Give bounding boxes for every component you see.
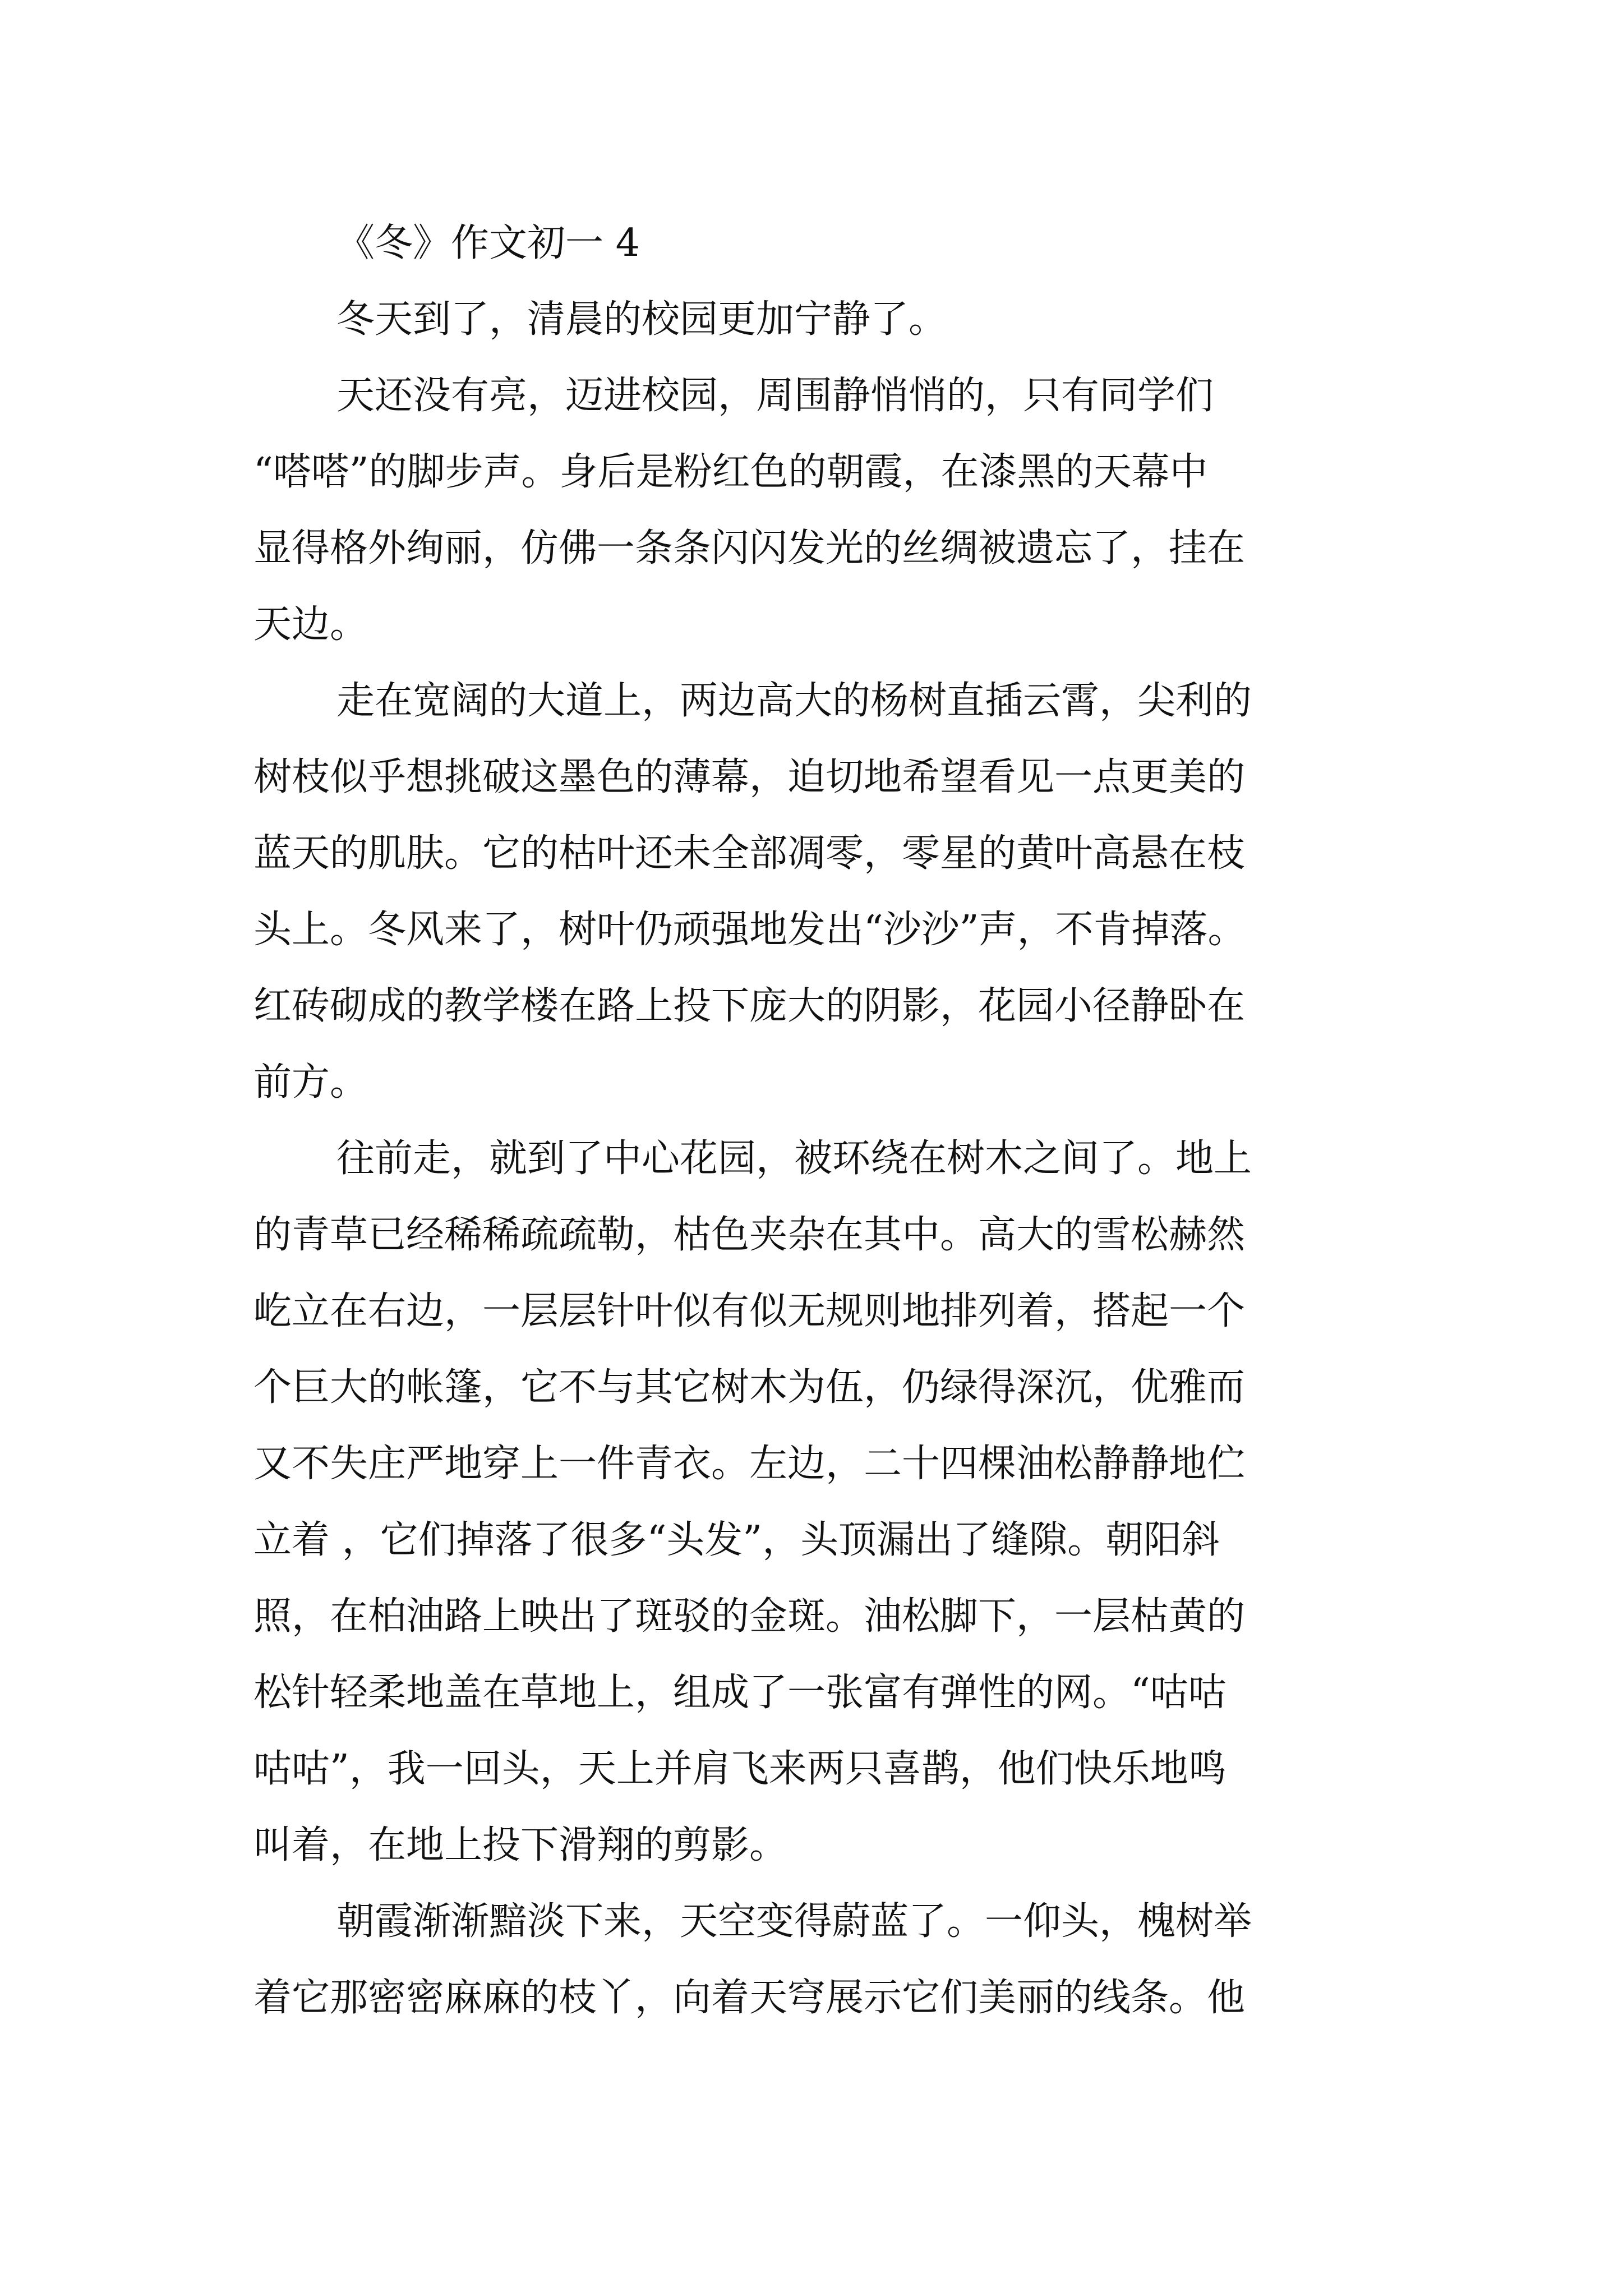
paragraph-line: 着它那密密麻麻的枝丫，向着天穹展示它们美丽的线条。他 [253,1976,1246,2020]
paragraph-line: 前方。 [253,1060,368,1105]
paragraph-line: 头上。冬风来了，树叶仍顽强地发出“沙沙”声，不肯掉落。 [253,908,1246,952]
paragraph-line: 往前走，就到了中心花园，被环绕在树木之间了。地上 [336,1137,1252,1181]
paragraph-line: 树枝似乎想挑破这墨色的薄幕，迫切地希望看见一点更美的 [253,755,1246,799]
paragraph-line: 朝霞渐渐黯淡下来，天空变得蔚蓝了。一仰头，槐树举 [336,1899,1252,1944]
paragraph-line: 红砖砌成的教学楼在路上投下庞大的阴影，花园小径静卧在 [253,984,1246,1028]
paragraph-line: 叫着，在地上投下滑翔的剪影。 [253,1823,788,1867]
paragraph-line: 天边。 [253,602,368,647]
paragraph-line: 蓝天的肌肤。它的枯叶还未全部凋零，零星的黄叶高悬在枝 [253,831,1246,876]
document-title: 《冬》作文初一 4 [336,221,640,265]
paragraph-line: 个巨大的帐篷，它不与其它树木为伍，仍绿得深沉，优雅而 [253,1365,1246,1410]
paragraph-line: 天还没有亮，迈进校园，周围静悄悄的，只有同学们 [336,374,1214,418]
paragraph-line: 立着 ，它们掉落了很多“头发”，头顶漏出了缝隙。朝阳斜 [253,1518,1220,1562]
paragraph-line: 咕咕”，我一回头，天上并肩飞来两只喜鹊，他们快乐地鸣 [253,1747,1227,1791]
paragraph-line: 的青草已经稀稀疏疏勒，枯色夹杂在其中。高大的雪松赫然 [253,1213,1246,1257]
paragraph-line: 冬天到了，清晨的校园更加宁静了。 [336,297,947,342]
paragraph-line: 照，在柏油路上映出了斑驳的金斑。油松脚下，一层枯黄的 [253,1594,1246,1639]
paragraph-line: 显得格外绚丽，仿佛一条条闪闪发光的丝绸被遗忘了，挂在 [253,526,1246,570]
paragraph-line: 松针轻柔地盖在草地上，组成了一张富有弹性的网。“咕咕 [253,1671,1227,1715]
paragraph-line: 走在宽阔的大道上，两边高大的杨树直插云霄，尖利的 [336,679,1252,723]
paragraph-line: 又不失庄严地穿上一件青衣。左边，二十四棵油松静静地伫 [253,1442,1246,1486]
paragraph-line: 屹立在右边，一层层针叶似有似无规则地排列着，搭起一个 [253,1289,1246,1333]
paragraph-line: “嗒嗒”的脚步声。身后是粉红色的朝霞，在漆黑的天幕中 [253,450,1208,494]
